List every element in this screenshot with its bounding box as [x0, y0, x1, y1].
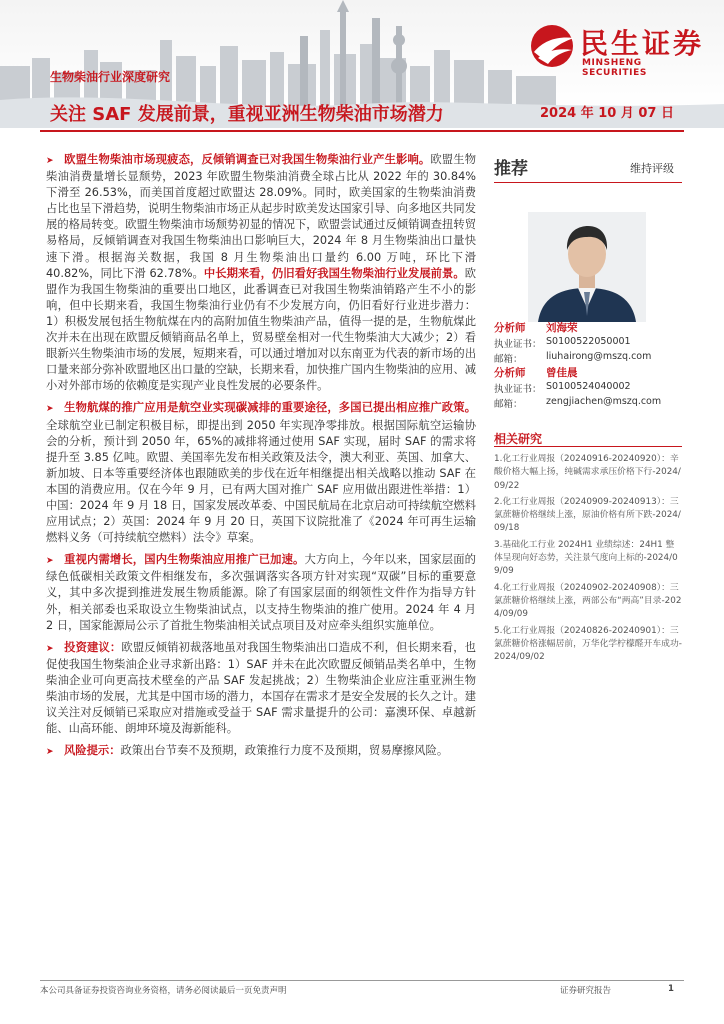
analyst-email-row — [494, 350, 682, 365]
report-date: 2024 年 10 月 07 日 — [540, 106, 674, 121]
email-label: 邮箱： — [494, 399, 523, 410]
paragraph-lead: 生物航煤的推广应用是航空业实现碳减排的重要途径，多国已提出相应推广政策。 — [64, 401, 476, 415]
analyst-role: 分析师 — [494, 367, 526, 379]
related-research-item[interactable]: 3.基础化工行业 2024H1 业绩综述：24H1 整体呈现向好态势，关注景气度向上标的-2024/09/09 — [494, 539, 678, 577]
related-research-item[interactable]: 1.化工行业周报（20240916-20240920）：辛酸价格大幅上扬，纯碱需求承压价格下行-2024/09/22 — [494, 454, 681, 491]
cert-label: 执业证书： — [494, 384, 542, 395]
rating-description: 维持评级 — [630, 162, 674, 175]
title-bar — [40, 92, 684, 130]
paragraph-body-2: 欧盟作为我国生物柴油的重要出口地区，此番调查已对我国生物柴油销路产生不小的影响，但中长期来看，我国生物柴油行业仍有不少发展方向，仍旧看好行业进步潜力：1）积极发展包括生物航煤在内的高附加值生物柴油产品，值得一提的是，生物航煤此次并未在出现在欧盟反倾销商品名单上，贸易壁垒相对一代生物柴油大大减少；2）看眼新兴生物柴油市场的发展，短期来看，可以通过增加对以东南亚为代表的新市场的出口量来部分弥补欧盟地区出口量的空缺，长期来看，加快推广国内生物柴油的应用、减小对外部市场的依赖度是实现产业良性发展的必要条件。 — [46, 266, 476, 393]
summary-paragraph — [46, 152, 476, 394]
logo-mark-icon — [528, 22, 578, 70]
rating-box — [494, 150, 682, 184]
bullet-arrow-icon: ➤ — [46, 747, 54, 758]
rating: 推荐 — [494, 159, 528, 179]
paragraph-body: 欧盟生物柴油消费量增长显颓势，2023 年欧盟生物柴油消费全球占比从 2022 年的 30.84%下滑至 26.53%，而美国首度超过欧盟达 28.09%。同时，欧美国家的生物柴油消费占比也呈下滑趋势，说明生物柴油市场正从起步时欧美发达国家引导、向多地区共同发展的格局转变。欧盟生物柴油市场颓势初显的情况下，欧盟尝试通过反倾销调查扭转贸易格局，反倾销调查对我国生物柴油出口影响巨大，2024 年 8 月生物柴油出口量快速下滑。根据海关数据，我国 8 月生物柴油出口量约 6.00 万吨，环比下滑 40.82%，同比下滑 62.78%。 — [46, 153, 476, 280]
logo-english: MINSHENG SECURITIES — [582, 58, 647, 78]
logo-chinese: 民生证券 — [580, 27, 705, 60]
analyst-name: 刘海荣 — [546, 322, 578, 334]
analyst-role-row — [494, 365, 682, 380]
paragraph-lead: 重视内需增长，国内生物柴油应用推广已加速。 — [64, 553, 305, 567]
sidebar — [494, 150, 682, 663]
summary-paragraph — [46, 743, 476, 760]
related-research-item[interactable]: 5.化工行业周报（20240826-20240901）：三氯蔗糖价格涨幅居前，万华化学柠檬醛开车成功-2024/09/02 — [494, 625, 682, 663]
main-content — [46, 152, 476, 766]
summary-paragraph — [46, 400, 476, 546]
paragraph-body: 政策出台节奏不及预期，政策推行力度不及预期，贸易摩擦风险。 — [120, 744, 449, 758]
email-label: 邮箱： — [494, 354, 523, 365]
cert-number: S0100522050001 — [546, 336, 631, 347]
paragraph-lead: 投资建议： — [64, 640, 122, 654]
paragraph-lead: 欧盟生物柴油市场现疲态，反倾销调查已对我国生物柴油行业产生影响。 — [64, 153, 431, 166]
related-research-item[interactable]: 4.化工行业周报（20240902-20240908）：三氯蔗糖价格继续上涨，两部公布“两高”目录-2024/09/09 — [494, 582, 682, 620]
analyst-cert-row — [494, 335, 682, 350]
footer-disclaimer: 本公司具备证券投资咨询业务资格，请务必阅读最后一页免责声明 — [40, 986, 287, 996]
summary-paragraph — [46, 640, 476, 738]
paragraph-body: 欧盟反倾销初裁落地虽对我国生物柴油出口造成不利，但长期来看，也促使我国生物柴油企业寻求新出路：1）SAF 并未在此次欧盟反倾销品类名单中，生物柴油企业可向更高技术壁垒的产品 SAF 发起挑战；2）生物柴油企业应注重亚洲生物柴油市场的发展，尤其是中国市场的潜力，本国存在需求才是安全发展的长久之计。建议关注对反倾销已采取应对措施或受益于 SAF 需求量提升的公司：嘉澳环保、卓越新能、山高环能、朗坤环境及海新能科。 — [46, 640, 476, 736]
analyst-role: 分析师 — [494, 322, 526, 334]
related-research-item[interactable]: 2.化工行业周报（20240909-20240913）：三氯蔗糖价格继续上涨，原油价格有所下跌-2024/09/18 — [494, 496, 681, 534]
paragraph-body: 大方向上，今年以来，国家层面的绿色低碳相关政策文件相继发布，多次强调落实各项方针对实现“双碳”目标的重要意义，其中多次提到推进发展生物质能源。除了有国家层面的纲领性文件作为指导方针外，相关部委也采取设立生物柴油试点，以支持生物柴油的推广使用。2024 年 4 月 2 日，国家能源局公示了首批生物柴油相关试点项目及对应牵头组织实施单位。 — [46, 553, 476, 632]
paragraph-lead: 风险提示： — [64, 744, 121, 758]
analyst-email-row — [494, 395, 682, 410]
paragraph-body: 全球航空业已制定积极目标，即提出到 2050 年实现净零排放。根据国际航空运输协会的分析，预计到 2050 年，65%的减排将通过使用 SAF 实现，届时 SAF 的需求将提升至 3.85 亿吨。欧盟、美国率先发布相关政策及法令，澳大利亚、英国、加拿大、新加坡、日本等重要经济体也跟随欧美的步伐在近年相继提出相关战略以推动 SAF 在本国的消费应用。仅在今年 9 月，已有两大国对推广 SAF 应用做出跟进性举措：1）中国：2024 年 9 月 18 日，国家发展改革委、中国民航局在北京启动可持续航空燃料应用试点；2）英国：2024 年 9 月 20 日，英国下议院批准了《2024 年可再生运输燃料义务（可持续航空燃料）法令》草案。 — [46, 418, 476, 545]
analyst-email[interactable]: zengjiachen@mszq.com — [546, 396, 662, 407]
cert-label: 执业证书： — [494, 339, 542, 350]
bullet-arrow-icon: ➤ — [46, 556, 54, 567]
page-number: 1 — [668, 984, 674, 994]
analyst-name: 曾佳晨 — [546, 367, 578, 379]
related-divider — [494, 446, 682, 447]
analyst-photo — [528, 212, 646, 322]
paragraph-lead-2: 中长期来看，仍旧看好我国生物柴油行业发展前景。 — [203, 266, 465, 280]
minsheng-logo — [528, 22, 708, 78]
analyst-email[interactable]: liuhairong@mszq.com — [546, 351, 652, 362]
bullet-arrow-icon: ➤ — [46, 156, 54, 166]
bullet-arrow-icon: ➤ — [46, 404, 54, 415]
analyst-list — [494, 320, 682, 410]
analyst-cert-row — [494, 380, 682, 395]
rating-divider — [494, 182, 682, 183]
footer-doc-type: 证券研究报告 — [560, 986, 612, 996]
related-research-title: 相关研究 — [494, 432, 543, 446]
summary-paragraph — [46, 552, 476, 633]
analyst-portrait-icon — [528, 212, 646, 322]
report-title: 关注 SAF 发展前景，重视亚洲生物柴油市场潜力 — [50, 104, 444, 125]
bullet-arrow-icon: ➤ — [46, 643, 54, 654]
footer-divider — [40, 980, 684, 981]
title-divider — [40, 130, 684, 132]
report-type: 生物柴油行业深度研究 — [50, 70, 171, 84]
cert-number: S0100524040002 — [546, 381, 631, 392]
analyst-role-row — [494, 320, 682, 335]
related-research — [494, 430, 682, 667]
